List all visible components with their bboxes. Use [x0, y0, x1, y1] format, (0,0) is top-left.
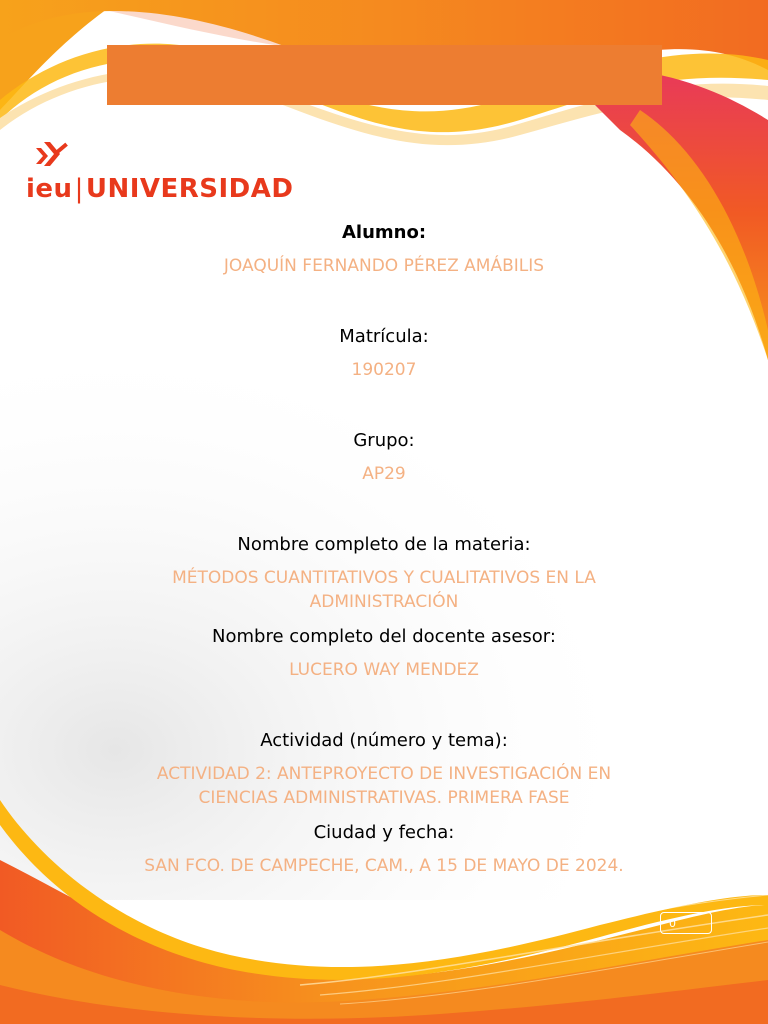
docente-value: LUCERO WAY MENDEZ — [289, 660, 479, 680]
logo-brand: ieu — [26, 174, 73, 204]
ieu-universidad-logo — [26, 140, 296, 210]
docente-label: Nombre completo del docente asesor: — [212, 626, 556, 647]
matricula-value: 190207 — [351, 360, 417, 380]
page-number-box: 0 — [660, 912, 712, 934]
ciudad-label: Ciudad y fecha: — [313, 822, 455, 843]
cover-content — [80, 220, 688, 878]
alumno-value: JOAQUÍN FERNANDO PÉREZ AMÁBILIS — [223, 256, 545, 276]
grupo-value: AP29 — [362, 464, 406, 484]
ieu-logo-icon — [34, 140, 74, 176]
logo-separator: | — [74, 174, 84, 204]
materia-value-line2: ADMINISTRACIÓN — [309, 592, 459, 612]
actividad-value-line2: CIENCIAS ADMINISTRATIVAS. PRIMERA FASE — [198, 788, 570, 808]
actividad-value-line1: ACTIVIDAD 2: ANTEPROYECTO DE INVESTIGACIÓN EN — [156, 764, 612, 784]
matricula-label: Matrícula: — [339, 326, 429, 347]
logo-wordmark — [26, 174, 293, 204]
title-bar — [107, 45, 662, 105]
alumno-label: Alumno: — [341, 222, 427, 243]
ciudad-value: SAN FCO. DE CAMPECHE, CAM., A 15 DE MAYO DE 2024. — [144, 856, 624, 876]
materia-label: Nombre completo de la materia: — [237, 534, 531, 555]
logo-name: UNIVERSIDAD — [85, 174, 294, 204]
materia-value-line1: MÉTODOS CUANTITATIVOS Y CUALITATIVOS EN LA — [172, 568, 596, 588]
grupo-label: Grupo: — [353, 430, 415, 451]
actividad-label: Actividad (número y tema): — [260, 730, 508, 751]
